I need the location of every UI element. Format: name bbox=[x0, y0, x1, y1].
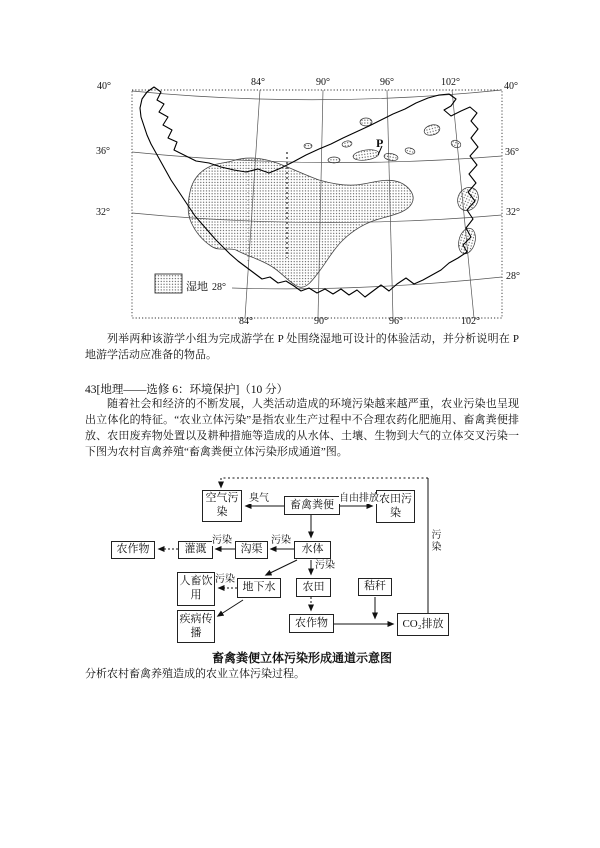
lat-label-28-right: 28° bbox=[506, 271, 520, 282]
lon-label-84-bottom: 84° bbox=[239, 316, 253, 327]
paragraph-tour-question: 列举两种该游学小组为完成游学在 P 处围绕湿地可设计的体验活动，并分析说明在 P 地游学活动应准备的物品。 bbox=[85, 333, 519, 361]
lat-label-32-left: 32° bbox=[96, 207, 110, 218]
lon-label-90-bottom: 90° bbox=[314, 316, 328, 327]
lon-label-102-bottom: 102° bbox=[461, 316, 480, 327]
legend-swatch bbox=[155, 274, 182, 293]
box-human-livestock-drinking: 人畜饮用 bbox=[177, 572, 215, 606]
paragraph-q43-intro: 随着社会和经济的不断发展，人类活动造成的环境污染越来越严重，农业污染也呈现出立体化的特征。“农业立体污染”是指农业生产过程中不合理农药化肥施用、畜禽粪便排放、农田废弃物处置以及耕种措施等造成的从水体、土壤、生物到大气的立体交叉污染一下图为农村盲禽养殖“畜禽粪便立体污染形成通道”图。 bbox=[85, 398, 519, 458]
diagram-caption: 畜禽粪便立体污染形成通道示意图 bbox=[211, 651, 392, 665]
lat-label-40-left: 40° bbox=[97, 81, 111, 92]
box-crops-upper: 农作物 bbox=[111, 541, 155, 559]
box-crops-lower: 农作物 bbox=[289, 614, 334, 633]
lat-label-40-right: 40° bbox=[504, 81, 518, 92]
lon-label-90-top: 90° bbox=[316, 77, 330, 88]
lat-label-36-left: 36° bbox=[96, 146, 110, 157]
legend-label-wetland: 湿地 bbox=[186, 281, 208, 293]
box-air-pollution: 空气污染 bbox=[202, 490, 242, 522]
lat-label-28-inner: 28° bbox=[212, 282, 226, 293]
edge-label-pollution-ditch-irrigation: 污染 bbox=[212, 535, 232, 546]
box-groundwater: 地下水 bbox=[237, 578, 281, 598]
lat-label-36-right: 36° bbox=[505, 147, 519, 158]
paragraph-final-task: 分析农村畜禽养殖造成的农业立体污染过程。 bbox=[85, 668, 305, 680]
lon-label-102-top: 102° bbox=[441, 77, 460, 88]
edge-label-pollution-water-ditch: 污染 bbox=[271, 535, 291, 546]
edge-label-odor: 臭气 bbox=[249, 493, 269, 504]
edge-label-pollution-groundwater-drinking: 污染 bbox=[215, 574, 235, 585]
lon-label-96-bottom: 96° bbox=[389, 316, 403, 327]
box-straw: 秸秆 bbox=[358, 578, 392, 596]
edge-label-pollution-water-field: 污染 bbox=[315, 560, 335, 571]
box-co2-emission: CO₂排放 bbox=[397, 613, 449, 636]
question-43-heading: 43[地理——选修 6：环境保护]（10 分） bbox=[85, 384, 289, 396]
box-water-body: 水体 bbox=[294, 541, 331, 559]
box-irrigation: 灌溉 bbox=[178, 541, 213, 559]
lat-label-32-right: 32° bbox=[506, 207, 520, 218]
box-farmland-pollution: 农田污染 bbox=[376, 490, 415, 523]
edge-label-pollution-feedback: 污染 bbox=[429, 529, 440, 553]
wetland-region bbox=[188, 158, 413, 287]
box-disease-spread: 疾病传播 bbox=[177, 610, 215, 643]
box-ditch: 沟渠 bbox=[235, 541, 268, 559]
edge-label-free-discharge: 自由排放 bbox=[339, 493, 379, 504]
tibet-plateau-map bbox=[85, 75, 535, 337]
lon-label-84-top: 84° bbox=[251, 77, 265, 88]
box-livestock-manure: 畜禽粪便 bbox=[284, 496, 340, 515]
point-p-label: P bbox=[376, 136, 384, 150]
box-farmland: 农田 bbox=[296, 578, 331, 597]
lon-label-96-top: 96° bbox=[380, 77, 394, 88]
